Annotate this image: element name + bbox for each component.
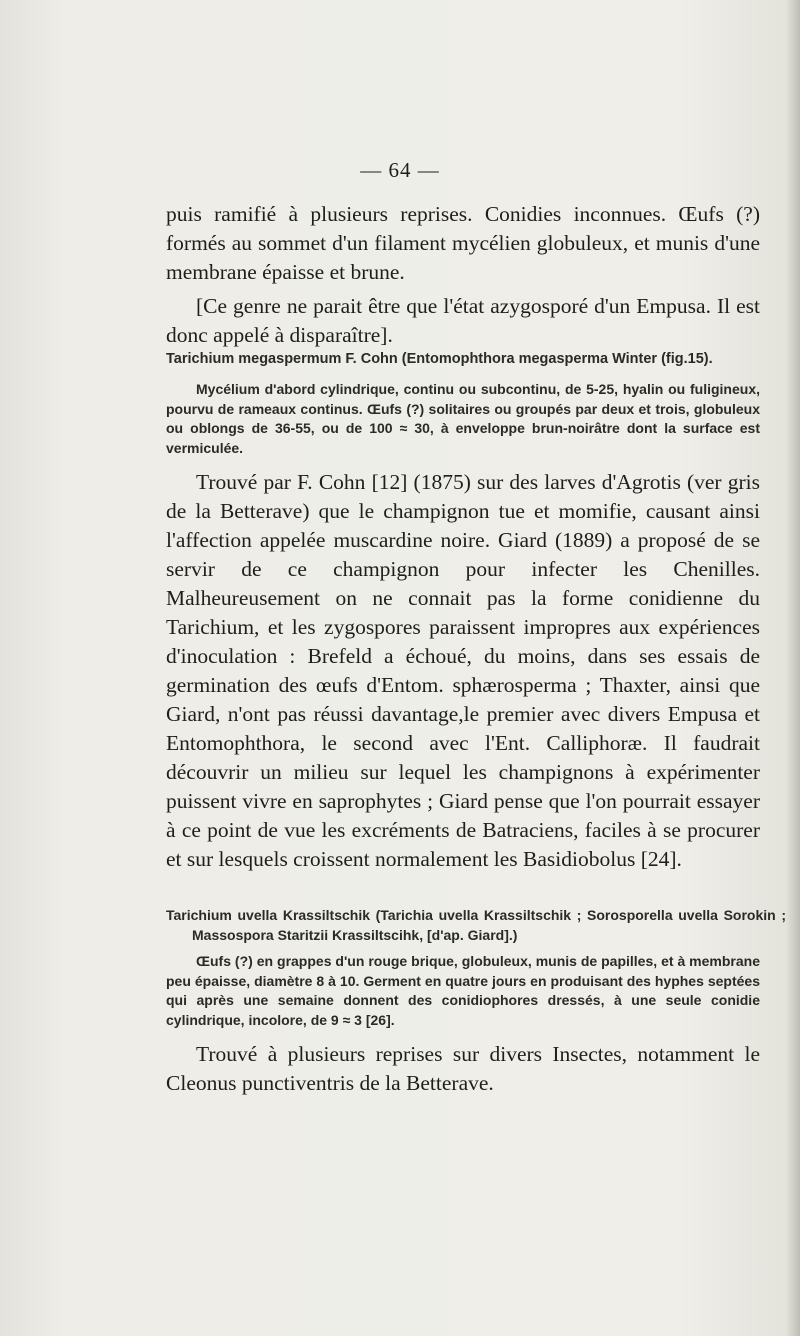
page-edge-shadow: [786, 0, 800, 1336]
entry-description-megaspermum: Mycélium d'abord cylindrique, continu ou subcontinu, de 5-25, hyalin ou fuligineux, pourvu de rameaux continus. Œufs (?) solitaires ou groupés par deux et trois, globuleux ou oblongs de 36-55, ou de 100 ≈ 30, à enveloppe brun-noirâtre dont la surface est vermiculée.: [166, 381, 760, 456]
paragraph-continuation: puis ramifié à plusieurs reprises. Conidies inconnues. Œufs (?) formés au sommet d'un filament mycélien globuleux, et munis d'une membrane épaisse et brune.: [166, 202, 760, 284]
paragraph-bracket-note: [Ce genre ne parait être que l'état azygosporé d'un Empusa. Il est donc appelé à disparaître].: [166, 294, 760, 347]
entry-heading-uvella: Tarichium uvella Krassiltschik (Tarichia uvella Krassiltschik ; Sorosporella uvella Sorokin ; Massospora Staritzii Krassiltscihk, [d'ap. Giard].): [166, 907, 786, 943]
entry-description-uvella: Œufs (?) en grappes d'un rouge brique, globuleux, munis de papilles, et à membrane peu épaisse, diamètre 8 à 10. Germent en quatre jours en produisant des hyphes septées qui après une semaine donnent des conidiophores dressés, à une seule conidie cylindrique, incolore, de 9 ≈ 3 [26].: [166, 953, 760, 1028]
page-number: — 64 —: [360, 158, 440, 182]
entry-heading-megaspermum: Tarichium megaspermum F. Cohn (Entomophthora megasperma Winter (fig.15).: [166, 351, 713, 367]
paragraph-discussion: Trouvé par F. Cohn [12] (1875) sur des larves d'Agrotis (ver gris de la Betterave) que le champignon tue et momifie, causant ainsi l'affection appelée muscardine noire. Giard (1889) a proposé de se servir de ce champignon pour infecter les Chenilles. Malheureusement on ne connait pas la forme conidienne du Tarichium, et les zygospores paraissent impropres aux expériences d'inoculation : Brefeld a échoué, du moins, dans ses essais de germination des œufs d'Entom. sphærosperma ; Thaxter, ainsi que Giard, n'ont pas réussi davantage,le premier avec divers Empusa et Entomophthora, le second avec l'Ent. Calliphoræ. Il faudrait découvrir un milieu sur lequel les champignons à expérimenter puissent vivre en saprophytes ; Giard pense que l'on pourrait essayer à ce point de vue les excréments de Batraciens, faciles à se procurer et sur lesquels croissent normalement les Basidiobolus [24].: [166, 470, 760, 871]
paragraph-final: Trouvé à plusieurs reprises sur divers Insectes, notamment le Cleonus punctiventris de la Betterave.: [166, 1042, 760, 1095]
